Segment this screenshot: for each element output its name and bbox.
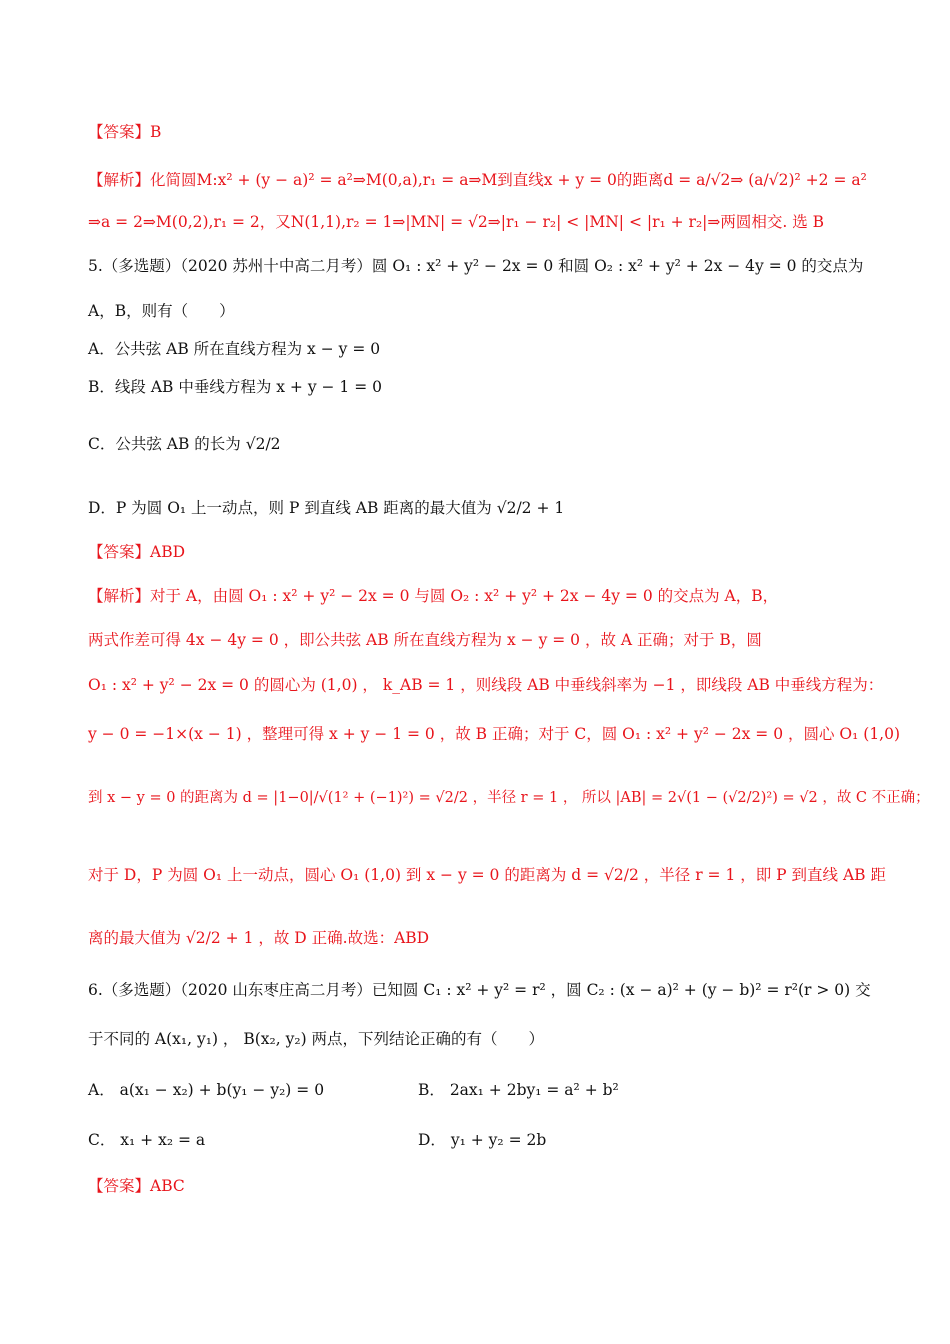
q5-answer: 【答案】ABD <box>88 543 186 561</box>
q6-option-b: B． 2ax₁ + 2by₁ = a² + b² <box>418 1081 619 1099</box>
q5-option-d: D．P 为圆 O₁ 上一动点，则 P 到直线 AB 距离的最大值为 √2/2 + 1 <box>88 499 565 517</box>
q5-option-c: C．公共弦 AB 的长为 √2/2 <box>88 435 281 453</box>
q5-analysis-line: O₁ : x² + y² − 2x = 0 的圆心为 (1,0) ， k_AB = 1 ，则线段 AB 中垂线斜率为 −1 ，即线段 AB 中垂线方程为： <box>88 676 884 694</box>
q5-analysis-line: y − 0 = −1×(x − 1) ，整理可得 x + y − 1 = 0 ，故 B 正确；对于 C，圆 O₁ : x² + y² − 2x = 0 ，圆心 O₁ (1,0) <box>88 725 901 743</box>
q6-stem-line2: 于不同的 A(x₁, y₁) ， B(x₂, y₂) 两点，下列结论正确的有（ ） <box>88 1030 545 1048</box>
q6-option-a: A． a(x₁ − x₂) + b(y₁ − y₂) = 0 <box>88 1081 325 1099</box>
q4-answer: 【答案】B <box>88 123 162 141</box>
q6-answer: 【答案】ABC <box>88 1177 185 1195</box>
q6-option-c: C． x₁ + x₂ = a <box>88 1131 206 1149</box>
q5-stem-line2: A，B，则有（ ） <box>88 302 235 320</box>
q5-option-b: B．线段 AB 中垂线方程为 x + y − 1 = 0 <box>88 378 383 396</box>
q4-analysis-line1: 【解析】化简圆M:x² + (y − a)² = a²⇒M(0,a),r₁ = a⇒M到直线x + y = 0的距离d = a/√2⇒ (a/√2)² +2 = a² <box>88 171 867 189</box>
q5-analysis-line: 对于 D，P 为圆 O₁ 上一动点，圆心 O₁ (1,0) 到 x − y = 0 的距离为 d = √2/2 ，半径 r = 1 ，即 P 到直线 AB 距 <box>88 866 886 884</box>
q5-analysis-line: 到 x − y = 0 的距离为 d = |1−0|/√(1² + (−1)²) = √2/2 ，半径 r = 1 ， 所以 |AB| = 2√(1 − (√2/2)²) = √2 ，故 C 不正确； <box>88 790 930 806</box>
q6-stem-line1: 6.（多选题）（2020 山东枣庄高二月考）已知圆 C₁ : x² + y² = r² ，圆 C₂ : (x − a)² + (y − b)² = r²(r > 0) 交 <box>88 981 871 999</box>
q5-option-a: A．公共弦 AB 所在直线方程为 x − y = 0 <box>88 340 381 358</box>
q5-analysis-line: 两式作差可得 4x − 4y = 0 ，即公共弦 AB 所在直线方程为 x − y = 0 ，故 A 正确；对于 B，圆 <box>88 631 762 649</box>
q5-stem-line1: 5.（多选题）（2020 苏州十中高二月考）圆 O₁ : x² + y² − 2x = 0 和圆 O₂ : x² + y² + 2x − 4y = 0 的交点为 <box>88 257 864 275</box>
q4-analysis-line2: ⇒a = 2⇒M(0,2),r₁ = 2，又N(1,1),r₂ = 1⇒|MN| = √2⇒|r₁ − r₂| < |MN| < |r₁ + r₂|⇒两圆相交. 选 B <box>88 213 825 231</box>
q5-analysis-line: 【解析】对于 A，由圆 O₁ : x² + y² − 2x = 0 与圆 O₂ : x² + y² + 2x − 4y = 0 的交点为 A，B， <box>88 587 779 605</box>
q5-analysis-line: 离的最大值为 √2/2 + 1 ，故 D 正确.故选：ABD <box>88 929 430 947</box>
q6-option-d: D． y₁ + y₂ = 2b <box>418 1131 547 1149</box>
